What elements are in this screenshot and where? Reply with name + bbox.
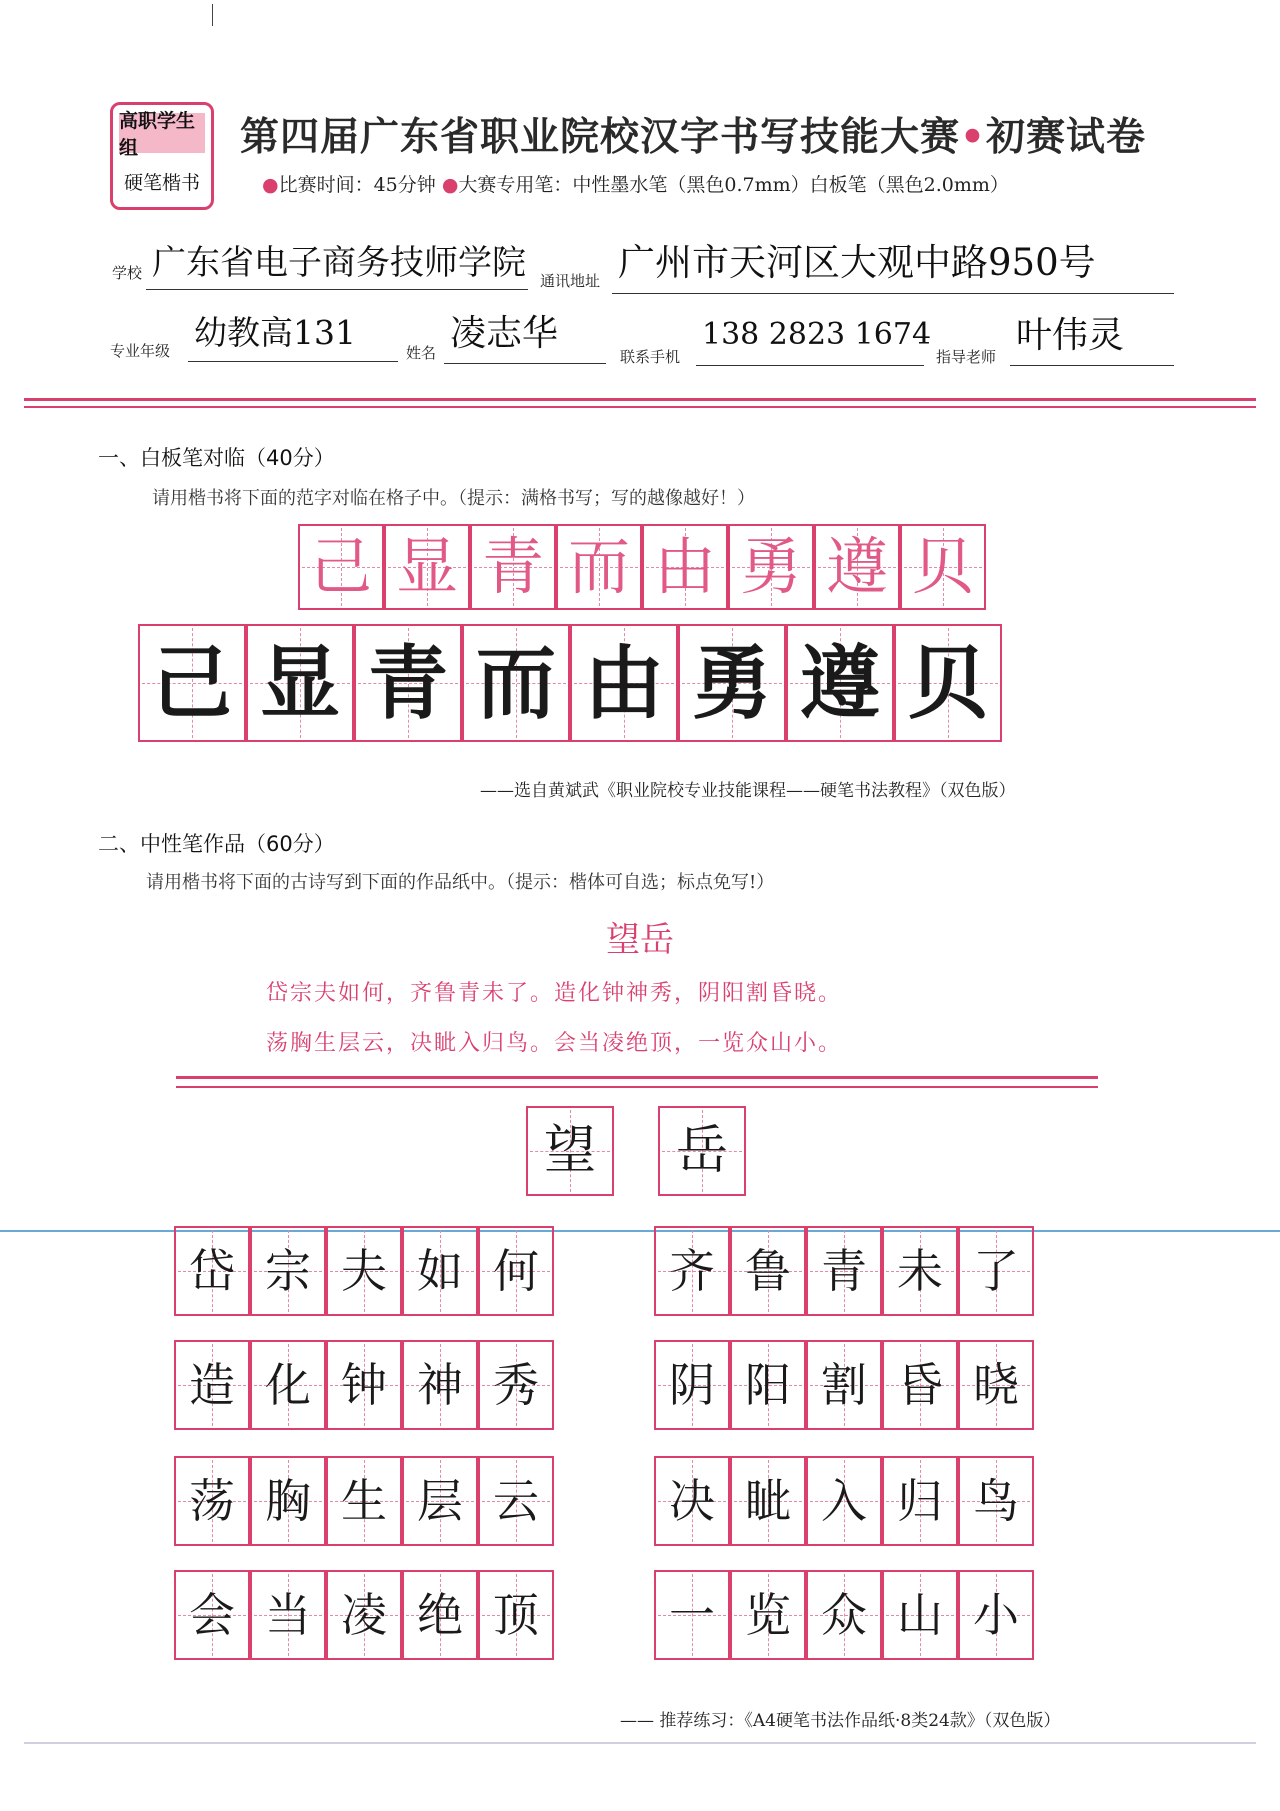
work-cell[interactable] <box>730 1226 806 1316</box>
pen-mark <box>212 4 213 26</box>
work-cell-char: 层 <box>417 1474 463 1528</box>
work-cell-char: 晓 <box>973 1358 1019 1412</box>
work-cell-char: 决 <box>669 1474 715 1528</box>
written-cell-char: 由 <box>584 636 664 730</box>
work-cell[interactable] <box>402 1456 478 1546</box>
work-cell-char: 割 <box>821 1358 867 1412</box>
work-cell-char: 未 <box>897 1244 943 1298</box>
work-cell[interactable] <box>174 1570 250 1660</box>
work-cell[interactable] <box>174 1226 250 1316</box>
work-cell[interactable] <box>958 1340 1034 1430</box>
work-cell[interactable] <box>958 1226 1034 1316</box>
work-cell[interactable] <box>730 1570 806 1660</box>
model-cell[interactable] <box>470 524 556 610</box>
work-cell-char: 小 <box>973 1588 1019 1642</box>
work-cell[interactable] <box>882 1570 958 1660</box>
model-cell[interactable] <box>728 524 814 610</box>
teacher-label: 指导老师 <box>936 348 997 366</box>
header-divider-thin <box>24 406 1256 408</box>
model-cell[interactable] <box>900 524 986 610</box>
work-cell[interactable] <box>326 1226 402 1316</box>
work-cell[interactable] <box>478 1570 554 1660</box>
work-title-cell-char: 望 <box>543 1121 596 1181</box>
written-cell[interactable] <box>786 624 894 742</box>
work-cell-char: 云 <box>493 1474 539 1528</box>
work-cell-char: 一 <box>669 1588 715 1642</box>
written-cell-char: 贝 <box>908 636 988 730</box>
work-cell-char: 钟 <box>341 1358 387 1412</box>
work-cell[interactable] <box>806 1456 882 1546</box>
written-cell-char: 而 <box>476 636 556 730</box>
work-cell-char: 宗 <box>265 1244 311 1298</box>
title-dot: • <box>960 115 986 160</box>
model-cell-char: 贝 <box>911 530 974 603</box>
footer-shadow-line <box>24 1742 1256 1744</box>
exam-subtitle <box>262 170 1009 197</box>
work-cell-char: 化 <box>265 1358 311 1412</box>
written-cell-char: 己 <box>152 636 232 730</box>
work-cell-char: 归 <box>897 1474 943 1528</box>
poem-line-2: 荡胸生层云，决眦入归鸟。会当凌绝顶，一览众山小。 <box>266 1031 843 1056</box>
work-cell-char: 了 <box>973 1244 1019 1298</box>
written-cell[interactable] <box>462 624 570 742</box>
work-cell-char: 生 <box>341 1474 387 1528</box>
exam-time: 比赛时间：45分钟 <box>278 174 436 196</box>
model-cell-char: 勇 <box>739 530 802 603</box>
work-cell[interactable] <box>402 1570 478 1660</box>
section2-hint: 请用楷书将下面的古诗写到下面的作品纸中。（提示：楷体可自选；标点免写!） <box>146 872 775 893</box>
written-cell[interactable] <box>138 624 246 742</box>
work-cell-char: 览 <box>745 1588 791 1642</box>
work-cell-char: 鸟 <box>973 1474 1019 1528</box>
work-cell-char: 众 <box>821 1588 867 1642</box>
section1-title: 一、白板笔对临（40分） <box>98 446 335 470</box>
work-cell-char: 青 <box>821 1244 867 1298</box>
work-cell-char: 神 <box>417 1358 463 1412</box>
title-main: 第四届广东省职业院校汉字书写技能大赛 <box>240 115 961 160</box>
work-cell-char: 如 <box>417 1244 463 1298</box>
model-cell-char: 遵 <box>825 530 888 603</box>
name-field[interactable]: 凌志华 <box>444 316 606 364</box>
work-cell[interactable] <box>402 1340 478 1430</box>
work-cell[interactable] <box>806 1226 882 1316</box>
model-cell-char: 己 <box>309 530 372 603</box>
work-cell[interactable] <box>882 1456 958 1546</box>
written-cell[interactable] <box>678 624 786 742</box>
model-cell-char: 而 <box>567 530 630 603</box>
section2-title: 二、中性笔作品（60分） <box>98 832 335 856</box>
work-cell[interactable] <box>478 1340 554 1430</box>
model-cell[interactable] <box>556 524 642 610</box>
work-cell[interactable] <box>326 1340 402 1430</box>
written-cell-char: 青 <box>368 636 448 730</box>
work-cell[interactable] <box>250 1226 326 1316</box>
work-cell[interactable] <box>882 1340 958 1430</box>
work-cell[interactable] <box>174 1340 250 1430</box>
work-cell[interactable] <box>806 1570 882 1660</box>
work-cell-char: 眦 <box>745 1474 791 1528</box>
work-cell[interactable] <box>806 1340 882 1430</box>
worksheet-top-rule <box>176 1076 1098 1079</box>
work-cell-char: 胸 <box>265 1474 311 1528</box>
work-cell[interactable] <box>174 1456 250 1546</box>
work-cell[interactable] <box>250 1340 326 1430</box>
work-cell[interactable] <box>882 1226 958 1316</box>
work-cell[interactable] <box>730 1340 806 1430</box>
work-title-cell[interactable] <box>526 1106 614 1196</box>
poem-title: 望岳 <box>606 920 674 960</box>
work-cell[interactable] <box>654 1340 730 1430</box>
category-badge <box>110 102 214 210</box>
model-cell[interactable] <box>642 524 728 610</box>
model-cell-char: 青 <box>481 530 544 603</box>
work-title-cell-char: 岳 <box>675 1121 728 1181</box>
address-field[interactable]: 广州市天河区大观中路950号 <box>612 244 1174 294</box>
model-cell-char: 显 <box>395 530 458 603</box>
page-title <box>240 106 1146 162</box>
bullet-dot-2: ● <box>441 174 459 196</box>
work-cell[interactable] <box>958 1456 1034 1546</box>
model-cell[interactable] <box>298 524 384 610</box>
work-cell[interactable] <box>326 1570 402 1660</box>
school-field[interactable]: 广东省电子商务技师学院 <box>146 246 528 290</box>
work-cell-char: 顶 <box>493 1588 539 1642</box>
work-cell[interactable] <box>730 1456 806 1546</box>
work-title-cell[interactable] <box>658 1106 746 1196</box>
work-cell-char: 何 <box>493 1244 539 1298</box>
title-suffix: 初赛试卷 <box>985 115 1146 160</box>
worksheet-top-rule-thin <box>176 1086 1098 1088</box>
work-cell-char: 昏 <box>897 1358 943 1412</box>
work-cell-char: 阳 <box>745 1358 791 1412</box>
work-cell-char: 阴 <box>669 1358 715 1412</box>
school-label: 学校 <box>112 264 143 282</box>
work-cell[interactable] <box>250 1456 326 1546</box>
model-cell[interactable] <box>384 524 470 610</box>
work-cell[interactable] <box>654 1226 730 1316</box>
work-cell[interactable] <box>654 1570 730 1660</box>
written-cell[interactable] <box>894 624 1002 742</box>
written-cell-char: 遵 <box>800 636 880 730</box>
work-cell-char: 鲁 <box>745 1244 791 1298</box>
badge-style-label: 硬笔楷书 <box>123 171 200 194</box>
section1-credit: ——选自黄斌武《职业院校专业技能课程——硬笔书法教程》（双色版） <box>480 781 1016 801</box>
work-cell-char: 秀 <box>493 1358 539 1412</box>
section1-hint: 请用楷书将下面的范字对临在格子中。（提示：满格书写；写的越像越好！） <box>152 488 755 509</box>
poem-line-1: 岱宗夫如何，齐鲁青未了。造化钟神秀，阴阳割昏晓。 <box>266 981 843 1006</box>
work-cell-char: 山 <box>897 1588 943 1642</box>
written-cell[interactable] <box>246 624 354 742</box>
class-field[interactable]: 幼教高131 <box>188 316 398 362</box>
written-cell-char: 显 <box>260 636 340 730</box>
work-cell[interactable] <box>478 1456 554 1546</box>
badge-group-label: 高职学生组 <box>119 113 205 153</box>
model-cell-char: 由 <box>653 530 716 603</box>
work-cell-char: 会 <box>189 1588 235 1642</box>
work-cell[interactable] <box>478 1226 554 1316</box>
class-label: 专业年级 <box>110 342 171 360</box>
name-label: 姓名 <box>406 344 437 362</box>
work-cell-char: 凌 <box>341 1588 387 1642</box>
phone-label: 联系手机 <box>620 348 681 366</box>
work-cell-char: 绝 <box>417 1588 463 1642</box>
address-label: 通讯地址 <box>540 272 601 290</box>
work-cell[interactable] <box>402 1226 478 1316</box>
work-cell-char: 荡 <box>189 1474 235 1528</box>
section2-footer: —— 推荐练习：《A4硬笔书法作品纸·8类24款》（双色版） <box>620 1711 1061 1731</box>
model-cell[interactable] <box>814 524 900 610</box>
work-cell[interactable] <box>326 1456 402 1546</box>
work-cell-char: 造 <box>189 1358 235 1412</box>
written-cell[interactable] <box>570 624 678 742</box>
teacher-field[interactable]: 叶伟灵 <box>1010 318 1174 366</box>
phone-field[interactable]: 138 2823 1674 <box>696 320 924 366</box>
work-cell-char: 齐 <box>669 1244 715 1298</box>
written-cell[interactable] <box>354 624 462 742</box>
work-cell[interactable] <box>654 1456 730 1546</box>
work-cell-char: 岱 <box>189 1244 235 1298</box>
work-cell[interactable] <box>250 1570 326 1660</box>
work-cell[interactable] <box>958 1570 1034 1660</box>
work-cell-char: 夫 <box>341 1244 387 1298</box>
work-cell-char: 入 <box>821 1474 867 1528</box>
exam-pen-info: 大赛专用笔：中性墨水笔（黑色0.7mm）白板笔（黑色2.0mm） <box>458 174 1009 196</box>
written-cell-char: 勇 <box>692 636 772 730</box>
work-cell-char: 当 <box>265 1588 311 1642</box>
header-divider <box>24 398 1256 401</box>
bullet-dot-1: ● <box>262 174 279 196</box>
